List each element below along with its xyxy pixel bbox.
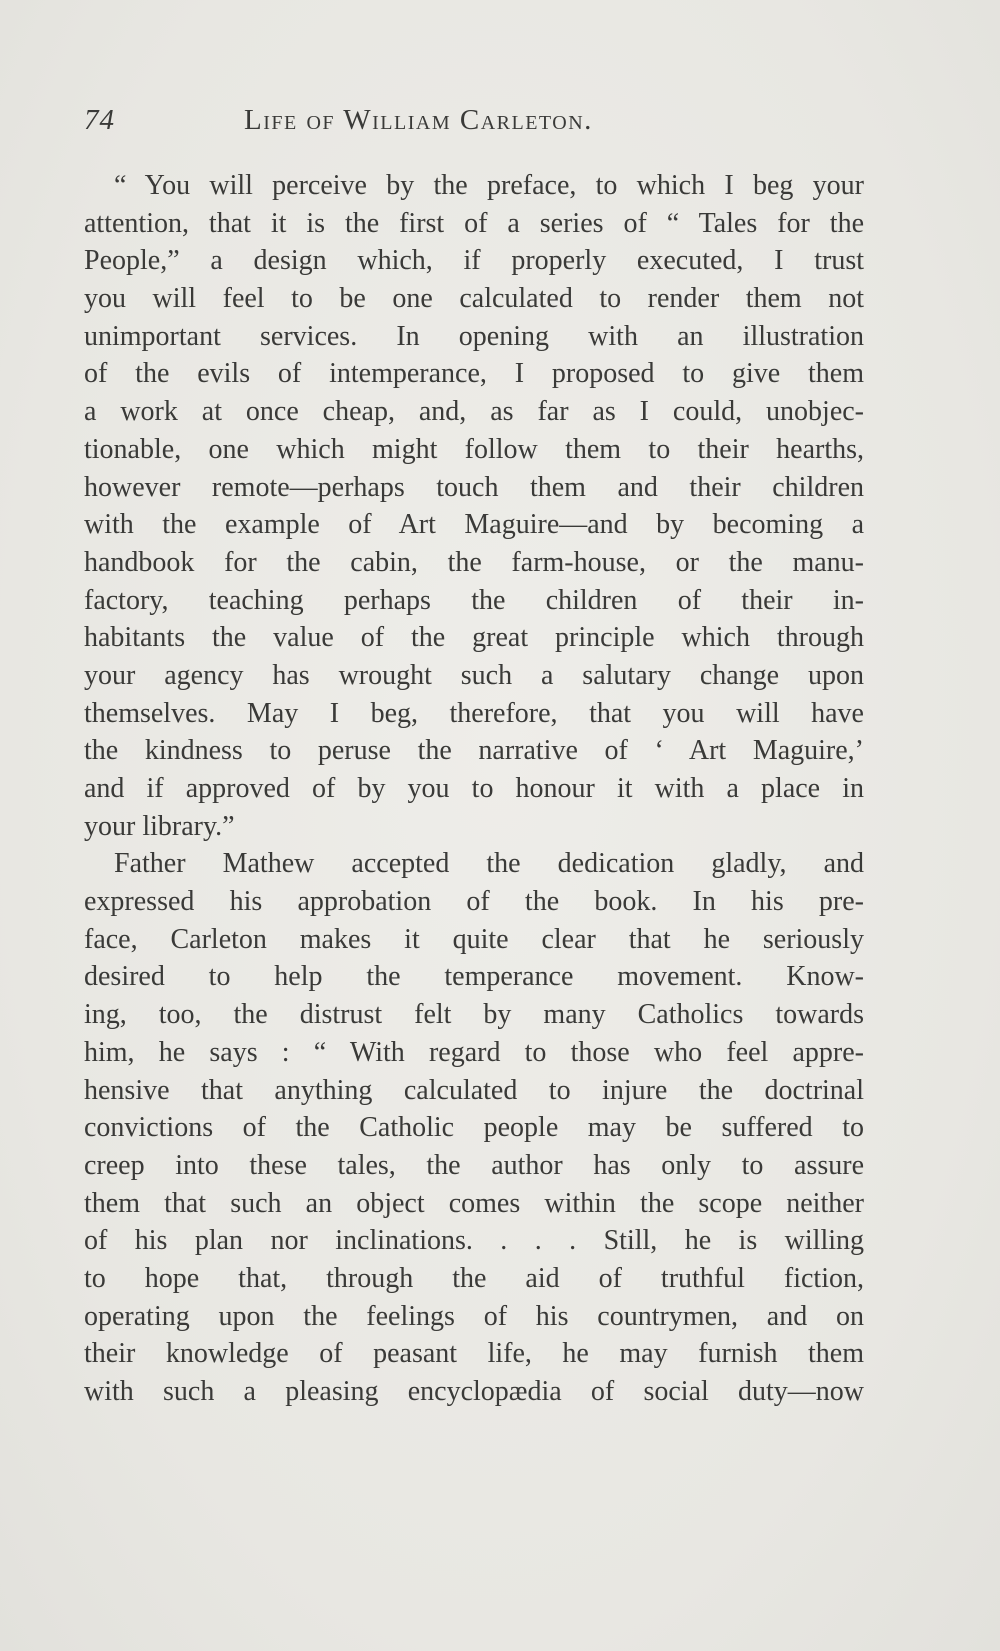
text-line: creep into these tales, the author has only to assure	[84, 1149, 864, 1181]
text-line: factory, teaching perhaps the children of their in-	[84, 584, 864, 616]
body-text	[84, 167, 864, 1411]
text-line: operating upon the feelings of his countrymen, and on	[84, 1300, 864, 1332]
text-line: People,” a design which, if properly executed, I trust	[84, 245, 864, 277]
paragraph-letter-quote	[84, 167, 864, 845]
text-line: of the evils of intemperance, I proposed to give them	[84, 358, 864, 390]
text-line: tionable, one which might follow them to their hearths,	[84, 433, 864, 465]
text-line: the kindness to peruse the narrative of ‘ Art Maguire,’	[84, 735, 864, 767]
text-line: Father Mathew accepted the dedication gladly, and	[114, 848, 864, 880]
text-line: ing, too, the distrust felt by many Catholics towards	[84, 999, 864, 1031]
text-line: him, he says : “ With regard to those who feel appre-	[84, 1036, 864, 1068]
text-line: them that such an object comes within the scope neither	[84, 1187, 864, 1219]
running-head	[84, 104, 864, 144]
text-line: and if approved of by you to honour it with a place in	[84, 773, 864, 804]
text-line: habitants the value of the great principle which through	[84, 622, 864, 654]
text-line: handbook for the cabin, the farm-house, or the manu-	[84, 546, 864, 578]
text-line: your agency has wrought such a salutary change upon	[84, 659, 864, 691]
text-line: your library.”	[84, 810, 235, 842]
text-line: unimportant services. In opening with an illustration	[84, 320, 864, 352]
text-line: hensive that anything calculated to injure the doctrinal	[84, 1074, 864, 1106]
text-line: their knowledge of peasant life, he may furnish them	[84, 1338, 864, 1370]
text-line: desired to help the temperance movement. Know-	[84, 961, 864, 993]
text-line: however remote—perhaps touch them and their children	[84, 471, 864, 503]
page-number: 74	[84, 104, 115, 136]
text-line: “ You will perceive by the preface, to which I beg your	[114, 170, 864, 201]
text-line: with such a pleasing encyclopædia of social duty—now	[84, 1376, 864, 1407]
text-line: convictions of the Catholic people may be suffered to	[84, 1112, 864, 1144]
running-title: Life of William Carleton.	[244, 104, 593, 136]
text-line: expressed his approbation of the book. In his pre-	[84, 886, 864, 918]
text-line: a work at once cheap, and, as far as I could, unobjec-	[84, 396, 864, 428]
text-line: you will feel to be one calculated to render them not	[84, 283, 864, 315]
text-line: themselves. May I beg, therefore, that you will have	[84, 697, 864, 729]
text-line: of his plan nor inclinations. . . . Still, he is willing	[84, 1225, 864, 1257]
text-line: attention, that it is the first of a series of “ Tales for the	[84, 207, 864, 239]
text-line: to hope that, through the aid of truthful fiction,	[84, 1262, 864, 1294]
text-line: face, Carleton makes it quite clear that he seriously	[84, 923, 864, 955]
text-line: with the example of Art Maguire—and by becoming a	[84, 509, 864, 541]
paragraph-father-mathew	[84, 845, 864, 1410]
